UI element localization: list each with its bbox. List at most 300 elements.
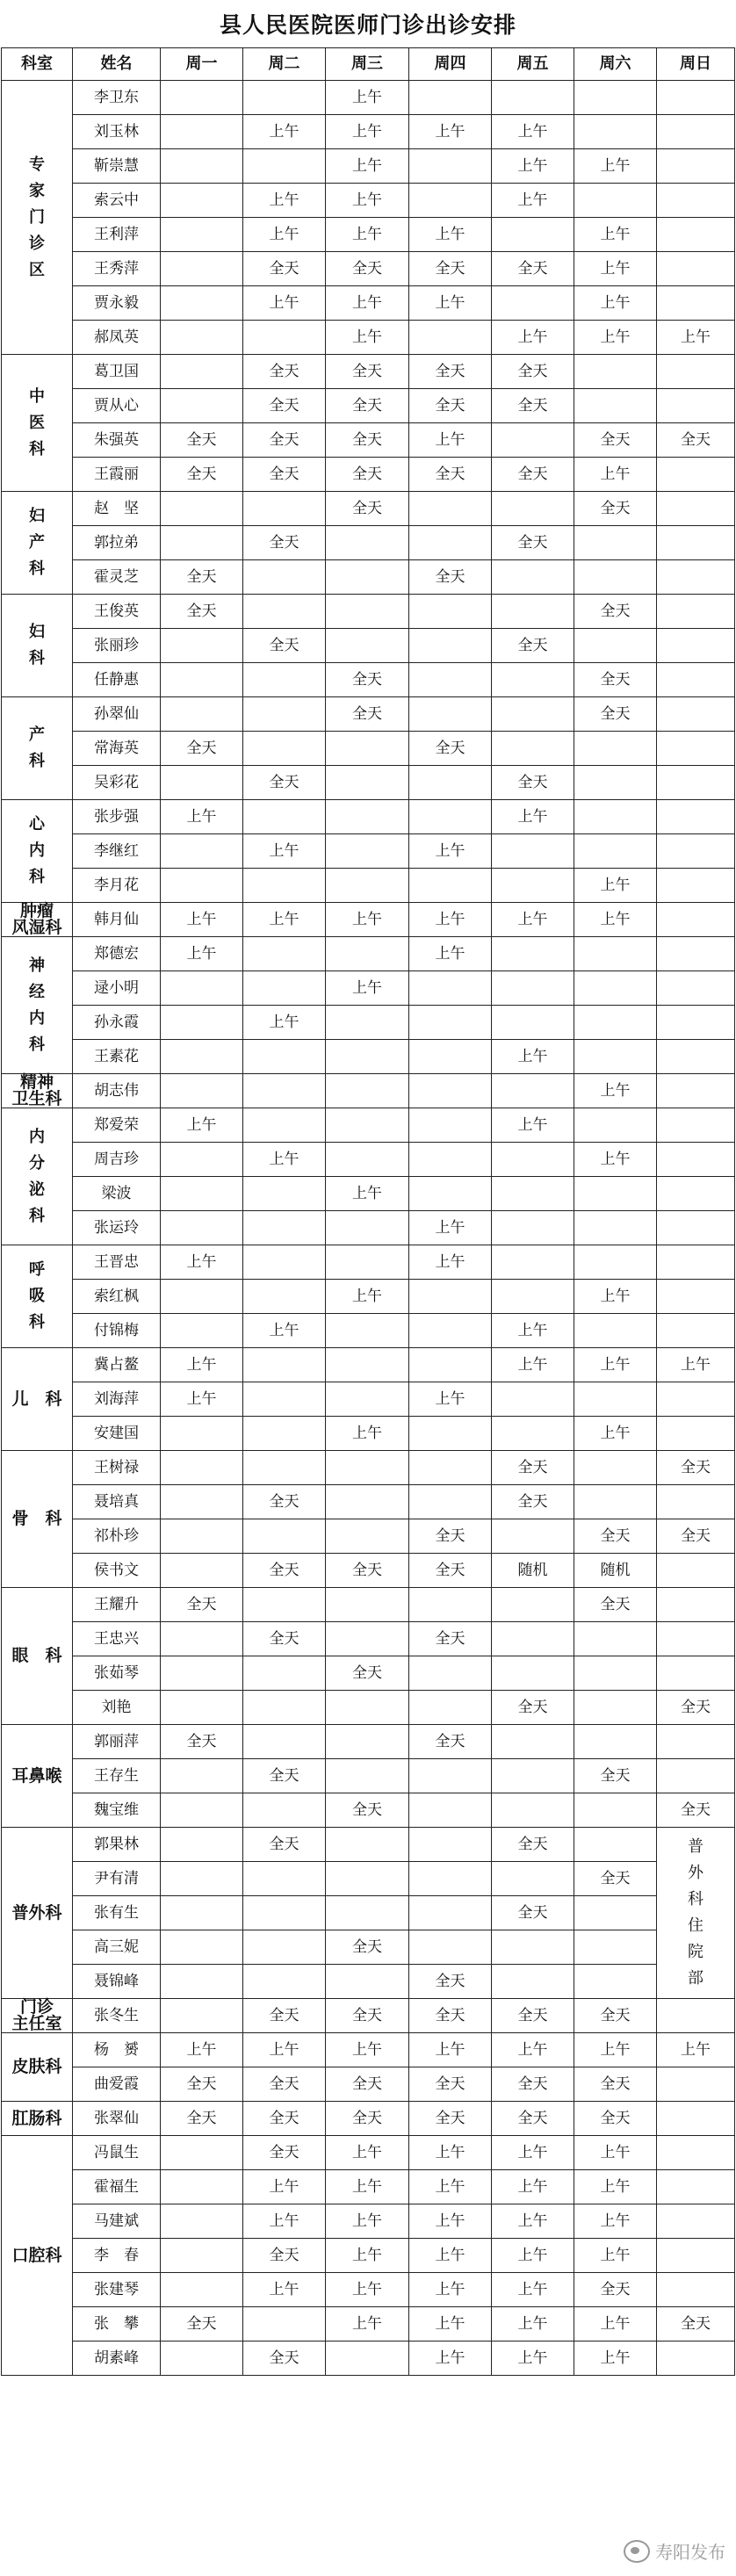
- schedule-cell: [326, 629, 409, 663]
- table-row: [2, 1245, 735, 1280]
- schedule-cell: 上午: [409, 2033, 492, 2067]
- schedule-cell: 全天: [574, 595, 657, 629]
- header-cell: 姓名: [73, 48, 161, 81]
- schedule-cell: [161, 1451, 243, 1485]
- schedule-cell: [161, 834, 243, 869]
- schedule-cell: 上午: [326, 218, 409, 252]
- schedule-cell: [657, 149, 735, 184]
- schedule-cell: [574, 1965, 657, 1999]
- doctor-name: 赵 坚: [73, 492, 161, 526]
- schedule-cell: 全天: [161, 595, 243, 629]
- schedule-cell: [657, 663, 735, 697]
- doctor-name: 孙永霞: [73, 1006, 161, 1040]
- schedule-cell: [574, 1382, 657, 1417]
- table-row: [2, 1622, 735, 1656]
- schedule-cell: 上午: [326, 2273, 409, 2307]
- header-cell: 周五: [492, 48, 574, 81]
- schedule-cell: [243, 1691, 326, 1725]
- doctor-name: 王霞丽: [73, 458, 161, 492]
- schedule-cell: 上午: [574, 1280, 657, 1314]
- schedule-cell: 上午: [243, 1143, 326, 1177]
- schedule-cell: [161, 697, 243, 732]
- schedule-cell: 上午: [574, 1348, 657, 1382]
- schedule-cell: [492, 560, 574, 595]
- schedule-cell: [657, 937, 735, 971]
- schedule-cell: [574, 1314, 657, 1348]
- table-row: [2, 971, 735, 1006]
- schedule-cell: [657, 1143, 735, 1177]
- table-row: [2, 732, 735, 766]
- schedule-cell: 全天: [161, 458, 243, 492]
- schedule-cell: [161, 2136, 243, 2170]
- schedule-cell: 全天: [574, 697, 657, 732]
- schedule-cell: [409, 1588, 492, 1622]
- schedule-cell: [492, 1793, 574, 1828]
- schedule-cell: [243, 697, 326, 732]
- schedule-cell: [492, 492, 574, 526]
- schedule-cell: 全天: [492, 1999, 574, 2033]
- schedule-cell: [161, 1793, 243, 1828]
- doctor-name: 张运玲: [73, 1211, 161, 1245]
- schedule-cell: [243, 1074, 326, 1108]
- doctor-name: 王素花: [73, 1040, 161, 1074]
- schedule-cell: [409, 1417, 492, 1451]
- schedule-cell: 上午: [409, 218, 492, 252]
- schedule-cell: [409, 663, 492, 697]
- schedule-cell: 上午: [326, 1280, 409, 1314]
- schedule-cell: [657, 732, 735, 766]
- schedule-cell: [657, 526, 735, 560]
- department-cell: 呼 吸 科: [2, 1245, 73, 1348]
- schedule-cell: [326, 1006, 409, 1040]
- schedule-cell: [492, 1006, 574, 1040]
- schedule-cell: 全天: [326, 389, 409, 423]
- schedule-cell: [161, 286, 243, 321]
- table-row: [2, 1348, 735, 1382]
- schedule-cell: 全天: [492, 1691, 574, 1725]
- schedule-cell: 全天: [161, 1588, 243, 1622]
- doctor-name: 刘海萍: [73, 1382, 161, 1417]
- schedule-cell: [409, 595, 492, 629]
- schedule-cell: 全天: [243, 2136, 326, 2170]
- table-row: [2, 1999, 735, 2033]
- doctor-name: 王利萍: [73, 218, 161, 252]
- schedule-cell: [326, 526, 409, 560]
- schedule-cell: [161, 81, 243, 115]
- schedule-cell: 全天: [326, 458, 409, 492]
- doctor-name: 祁朴珍: [73, 1519, 161, 1554]
- schedule-cell: [326, 1965, 409, 1999]
- schedule-cell: [574, 1211, 657, 1245]
- schedule-cell: 全天: [492, 2067, 574, 2102]
- schedule-cell: 全天: [492, 389, 574, 423]
- schedule-cell: [243, 1965, 326, 1999]
- schedule-cell: 全天: [574, 2067, 657, 2102]
- schedule-cell: 全天: [409, 2067, 492, 2102]
- schedule-cell: 上午: [492, 800, 574, 834]
- table-row: [2, 697, 735, 732]
- schedule-cell: 上午: [326, 971, 409, 1006]
- schedule-cell: [243, 1280, 326, 1314]
- schedule-cell: 全天: [409, 1965, 492, 1999]
- schedule-cell: 全天: [574, 2102, 657, 2136]
- doctor-name: 郑德宏: [73, 937, 161, 971]
- schedule-cell: [657, 218, 735, 252]
- schedule-cell: [161, 869, 243, 903]
- schedule-cell: [492, 1725, 574, 1759]
- schedule-cell: 全天: [409, 560, 492, 595]
- schedule-cell: [326, 560, 409, 595]
- department-cell: 心 内 科: [2, 800, 73, 903]
- schedule-cell: [243, 800, 326, 834]
- doctor-name: 郑爱荣: [73, 1108, 161, 1143]
- schedule-cell: 全天: [243, 629, 326, 663]
- schedule-cell: [161, 1006, 243, 1040]
- schedule-cell: 上午: [161, 1108, 243, 1143]
- schedule-cell: 上午: [409, 2273, 492, 2307]
- table-row: [2, 2067, 735, 2102]
- schedule-cell: 上午: [492, 321, 574, 355]
- schedule-cell: [657, 81, 735, 115]
- schedule-cell: 上午: [657, 321, 735, 355]
- schedule-cell: [492, 1143, 574, 1177]
- schedule-cell: [657, 286, 735, 321]
- schedule-cell: 上午: [326, 286, 409, 321]
- schedule-cell: 全天: [161, 1725, 243, 1759]
- schedule-cell: [657, 834, 735, 869]
- schedule-cell: 上午: [243, 2273, 326, 2307]
- schedule-cell: [657, 252, 735, 286]
- table-row: [2, 218, 735, 252]
- doctor-name: 刘艳: [73, 1691, 161, 1725]
- schedule-cell: 全天: [326, 492, 409, 526]
- schedule-cell: 上午: [409, 423, 492, 458]
- schedule-cell: [574, 1930, 657, 1965]
- schedule-cell: 上午: [492, 1348, 574, 1382]
- schedule-cell: 上午: [492, 115, 574, 149]
- schedule-cell: [574, 1485, 657, 1519]
- schedule-cell: [161, 1896, 243, 1930]
- schedule-cell: [409, 184, 492, 218]
- schedule-cell: [574, 834, 657, 869]
- schedule-cell: [492, 1177, 574, 1211]
- schedule-cell: 上午: [409, 2136, 492, 2170]
- schedule-cell: 上午: [492, 1108, 574, 1143]
- doctor-name: 胡素峰: [73, 2341, 161, 2376]
- schedule-cell: 上午: [574, 903, 657, 937]
- doctor-name: 李 春: [73, 2239, 161, 2273]
- schedule-cell: 上午: [409, 834, 492, 869]
- schedule-cell: [574, 1656, 657, 1691]
- schedule-cell: 上午: [657, 2033, 735, 2067]
- schedule-cell: [243, 1451, 326, 1485]
- table-row: [2, 2273, 735, 2307]
- doctor-name: 霍福生: [73, 2170, 161, 2204]
- department-cell: 门诊 主任室: [2, 1999, 73, 2033]
- schedule-cell: [657, 697, 735, 732]
- schedule-cell: 全天: [243, 389, 326, 423]
- schedule-cell: [161, 1280, 243, 1314]
- schedule-cell: [574, 1451, 657, 1485]
- schedule-cell: 全天: [574, 2273, 657, 2307]
- schedule-cell: [409, 766, 492, 800]
- doctor-name: 郭拉弟: [73, 526, 161, 560]
- table-row: [2, 2204, 735, 2239]
- doctor-name: 张丽珍: [73, 629, 161, 663]
- schedule-cell: 全天: [326, 1999, 409, 2033]
- table-row: [2, 149, 735, 184]
- schedule-cell: [161, 321, 243, 355]
- schedule-cell: 上午: [409, 903, 492, 937]
- schedule-cell: [243, 1417, 326, 1451]
- schedule-cell: 全天: [409, 1725, 492, 1759]
- schedule-cell: 上午: [326, 321, 409, 355]
- header-cell: 周日: [657, 48, 735, 81]
- table-row: [2, 1314, 735, 1348]
- schedule-cell: 全天: [326, 355, 409, 389]
- table-row: [2, 526, 735, 560]
- schedule-cell: 全天: [243, 423, 326, 458]
- schedule-cell: [409, 1280, 492, 1314]
- table-row: [2, 2341, 735, 2376]
- schedule-cell: [243, 937, 326, 971]
- schedule-cell: 上午: [326, 2239, 409, 2273]
- table-row: [2, 184, 735, 218]
- schedule-cell: 上午: [326, 184, 409, 218]
- table-row: [2, 1280, 735, 1314]
- schedule-cell: 上午: [326, 1417, 409, 1451]
- schedule-cell: [574, 1828, 657, 1862]
- schedule-cell: 上午: [243, 903, 326, 937]
- schedule-cell: [326, 1519, 409, 1554]
- schedule-cell: [326, 1211, 409, 1245]
- schedule-cell: [326, 1382, 409, 1417]
- schedule-cell: [161, 2239, 243, 2273]
- department-cell: 骨 科: [2, 1451, 73, 1588]
- schedule-cell: [409, 1143, 492, 1177]
- schedule-cell: [657, 1725, 735, 1759]
- schedule-cell: 上午: [409, 2307, 492, 2341]
- schedule-cell: [574, 389, 657, 423]
- schedule-cell: [161, 1177, 243, 1211]
- schedule-cell: 上午: [574, 2170, 657, 2204]
- table-row: [2, 663, 735, 697]
- schedule-cell: [409, 1177, 492, 1211]
- schedule-cell: [161, 1417, 243, 1451]
- table-row: [2, 1930, 735, 1965]
- schedule-cell: 全天: [161, 2102, 243, 2136]
- schedule-cell: 上午: [492, 2239, 574, 2273]
- schedule-cell: [657, 1588, 735, 1622]
- doctor-name: 索云中: [73, 184, 161, 218]
- schedule-cell: 上午: [161, 2033, 243, 2067]
- table-row: [2, 595, 735, 629]
- schedule-cell: [574, 1040, 657, 1074]
- schedule-cell: [161, 2170, 243, 2204]
- schedule-cell: 全天: [492, 252, 574, 286]
- schedule-cell: [326, 1896, 409, 1930]
- doctor-name: 安建国: [73, 1417, 161, 1451]
- table-row: [2, 81, 735, 115]
- schedule-cell: [243, 1382, 326, 1417]
- schedule-cell: [657, 1622, 735, 1656]
- table-row: [2, 1554, 735, 1588]
- schedule-cell: [492, 423, 574, 458]
- schedule-cell: [161, 1930, 243, 1965]
- table-row: [2, 869, 735, 903]
- schedule-cell: 上午: [492, 2170, 574, 2204]
- schedule-cell: [243, 595, 326, 629]
- schedule-cell: 全天: [161, 423, 243, 458]
- schedule-cell: [161, 1862, 243, 1896]
- schedule-cell: [243, 492, 326, 526]
- schedule-cell: 全天: [243, 1999, 326, 2033]
- schedule-cell: [657, 1485, 735, 1519]
- doctor-name: 王晋忠: [73, 1245, 161, 1280]
- schedule-cell: 上午: [492, 1314, 574, 1348]
- doctor-name: 郭丽萍: [73, 1725, 161, 1759]
- schedule-cell: 全天: [492, 1451, 574, 1485]
- schedule-cell: [657, 1382, 735, 1417]
- schedule-cell: [574, 1725, 657, 1759]
- schedule-cell: 上午: [574, 1417, 657, 1451]
- schedule-cell: [161, 663, 243, 697]
- schedule-cell: 上午: [574, 286, 657, 321]
- schedule-cell: 上午: [574, 2136, 657, 2170]
- department-cell: 专 家 门 诊 区: [2, 81, 73, 355]
- schedule-cell: [492, 286, 574, 321]
- schedule-cell: 全天: [657, 1793, 735, 1828]
- schedule-cell: [409, 1930, 492, 1965]
- schedule-cell: [243, 149, 326, 184]
- schedule-cell: 上午: [574, 2204, 657, 2239]
- schedule-cell: 上午: [326, 903, 409, 937]
- schedule-cell: [657, 1006, 735, 1040]
- schedule-cell: [492, 663, 574, 697]
- header-cell: 周六: [574, 48, 657, 81]
- schedule-cell: 全天: [243, 1622, 326, 1656]
- schedule-cell: [574, 1793, 657, 1828]
- schedule-cell: 上午: [161, 1348, 243, 1382]
- doctor-name: 聂锦峰: [73, 1965, 161, 1999]
- schedule-cell: 全天: [326, 663, 409, 697]
- schedule-cell: [243, 1519, 326, 1554]
- doctor-name: 胡志伟: [73, 1074, 161, 1108]
- table-row: [2, 355, 735, 389]
- doctor-name: 王秀萍: [73, 252, 161, 286]
- department-cell: 肿瘤 风湿科: [2, 903, 73, 937]
- page-title: 县人民医院医师门诊出诊安排: [219, 12, 516, 38]
- watermark-text: 寿阳发布: [655, 2542, 725, 2563]
- schedule-cell: [326, 1143, 409, 1177]
- schedule-cell: [326, 1348, 409, 1382]
- schedule-cell: 上午: [243, 1314, 326, 1348]
- schedule-cell: [243, 81, 326, 115]
- schedule-cell: [161, 355, 243, 389]
- schedule-cell: 上午: [574, 869, 657, 903]
- schedule-cell: 上午: [326, 2307, 409, 2341]
- schedule-cell: [657, 1656, 735, 1691]
- schedule-cell: [409, 1485, 492, 1519]
- table-row: [2, 1006, 735, 1040]
- schedule-cell: [243, 1040, 326, 1074]
- schedule-cell: 上午: [243, 115, 326, 149]
- schedule-cell: [657, 903, 735, 937]
- schedule-cell: [161, 1828, 243, 1862]
- schedule-cell: 上午: [409, 1211, 492, 1245]
- doctor-name: 王俊英: [73, 595, 161, 629]
- doctor-name: 张冬生: [73, 1999, 161, 2033]
- schedule-cell: [243, 1793, 326, 1828]
- schedule-cell: [492, 834, 574, 869]
- schedule-cell: [161, 218, 243, 252]
- schedule-cell: [161, 184, 243, 218]
- header-cell: 周三: [326, 48, 409, 81]
- department-cell: 妇 产 科: [2, 492, 73, 595]
- department-cell: 神 经 内 科: [2, 937, 73, 1074]
- schedule-cell: 随机: [492, 1554, 574, 1588]
- schedule-cell: 上午: [409, 2341, 492, 2376]
- schedule-cell: [326, 1485, 409, 1519]
- schedule-cell: [161, 492, 243, 526]
- doctor-name: 张茹琴: [73, 1656, 161, 1691]
- doctor-name: 付锦梅: [73, 1314, 161, 1348]
- schedule-cell: [409, 1108, 492, 1143]
- schedule-cell: [657, 115, 735, 149]
- table-row: [2, 937, 735, 971]
- schedule-cell: [657, 389, 735, 423]
- schedule-cell: [243, 1245, 326, 1280]
- table-row: [2, 1656, 735, 1691]
- schedule-cell: [243, 663, 326, 697]
- schedule-cell: [409, 869, 492, 903]
- schedule-cell: [492, 971, 574, 1006]
- schedule-cell: [657, 1554, 735, 1588]
- department-cell: 中 医 科: [2, 355, 73, 492]
- department-cell: 妇 科: [2, 595, 73, 697]
- schedule-cell: [657, 560, 735, 595]
- schedule-cell: [574, 184, 657, 218]
- schedule-cell: [161, 1622, 243, 1656]
- schedule-cell: [409, 1006, 492, 1040]
- table-row: [2, 458, 735, 492]
- schedule-cell: [492, 1930, 574, 1965]
- schedule-cell: [657, 595, 735, 629]
- schedule-cell: 全天: [243, 766, 326, 800]
- schedule-cell: 全天: [326, 1656, 409, 1691]
- schedule-cell: [243, 732, 326, 766]
- schedule-cell: 全天: [492, 1485, 574, 1519]
- schedule-cell: 上午: [574, 321, 657, 355]
- department-cell: 眼 科: [2, 1588, 73, 1725]
- table-row: [2, 1725, 735, 1759]
- table-row: [2, 766, 735, 800]
- schedule-cell: 上午: [326, 2136, 409, 2170]
- doctor-name: 王忠兴: [73, 1622, 161, 1656]
- schedule-cell: 全天: [409, 252, 492, 286]
- table-row: [2, 389, 735, 423]
- schedule-cell: 全天: [492, 458, 574, 492]
- schedule-cell: [574, 81, 657, 115]
- schedule-cell: 上午: [326, 1177, 409, 1211]
- schedule-cell: 上午: [492, 2307, 574, 2341]
- schedule-cell: [243, 1108, 326, 1143]
- schedule-cell: 全天: [243, 2239, 326, 2273]
- schedule-cell: [492, 869, 574, 903]
- header-cell: 周四: [409, 48, 492, 81]
- doctor-name: 周吉珍: [73, 1143, 161, 1177]
- table-row: [2, 1211, 735, 1245]
